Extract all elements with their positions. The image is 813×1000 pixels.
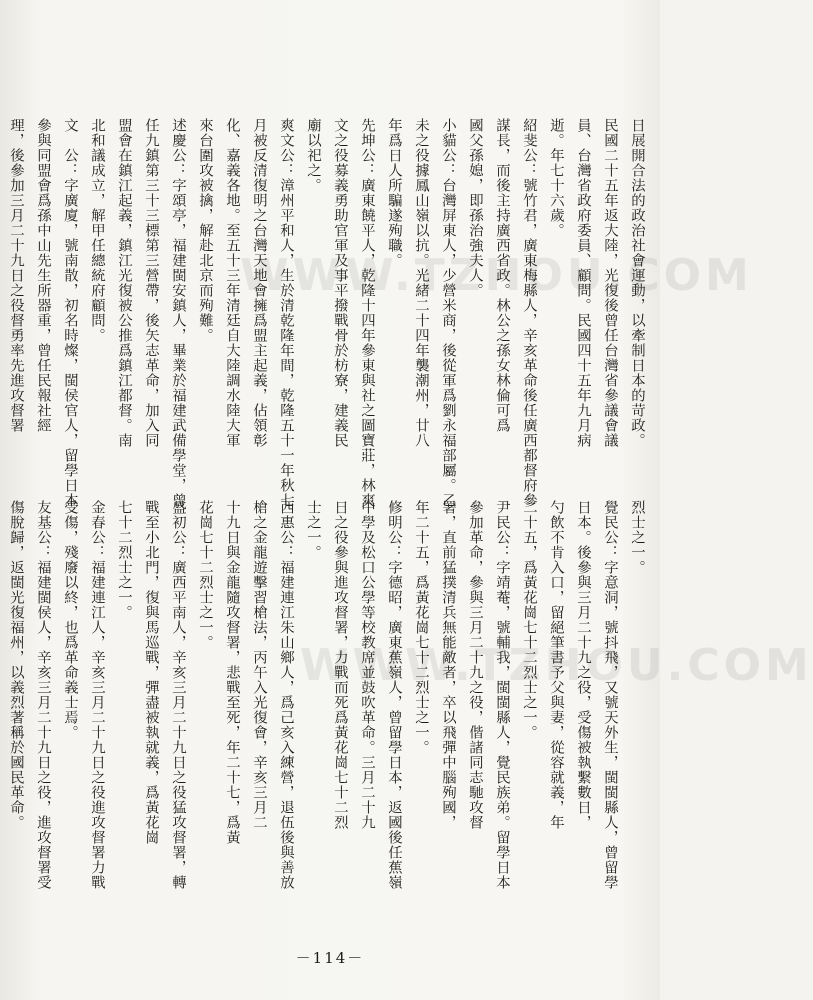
text-column: 月被反清復明之台灣天地會擁爲盟主起義，佔領彰: [251, 118, 267, 448]
text-column: 傷脫歸，返閩光復福州，以義烈著稱於國民革命。: [8, 500, 24, 830]
text-column: 員、台灣省政府委員、顧問。民國四十五年九月病: [575, 118, 591, 448]
text-column: 參加革命，參與三月二十九之役，偕諸同志馳攻督: [467, 500, 483, 830]
text-column: 參與同盟會爲孫中山先生所器重，曾任民報社經: [35, 118, 51, 433]
text-column: 盛初公：廣西平南人，辛亥三月二十九日之役猛攻督署，轉: [170, 500, 186, 890]
bottom-text-block: [0, 500, 645, 890]
text-column: 文 公：字廣廈，號南散，初名時燦，閩侯官人，留學日本: [62, 118, 78, 508]
text-column: 日展開合法的政治社會運動，以牽制日本的苛政。: [629, 118, 645, 448]
text-column: 年二十五，爲黃花崗七十二烈士之一。: [413, 500, 429, 755]
text-column: 小貓公：台灣屏東人，少營米商，後從軍爲劉永福部屬。乙: [440, 118, 456, 508]
text-column: 廟以祀之。: [305, 118, 321, 193]
text-column: 來台圍攻被擒，解赴北京而殉難。: [197, 118, 213, 343]
watermark-top: WWW.TZHOU.COM: [240, 250, 753, 301]
text-column: 先坤公：廣東饒平人，乾隆十四年參東與社之圖寶莊，林爽: [359, 118, 375, 508]
text-column: 民國二十五年返大陸，光復後曾任台灣省參議會議: [602, 118, 618, 448]
text-column: 逝。年七十六歲。: [548, 118, 564, 238]
text-column: 盟會在鎮江起義，鎮江光復被公推爲鎮江都督。南: [116, 118, 132, 448]
text-column: 化、嘉義各地。至五十三年清廷自大陸調水陸大軍: [224, 118, 240, 448]
text-column: 金春公：福建連江人，辛亥三月二十九日之役進攻督署力戰: [89, 500, 105, 890]
text-column: 友基公：福建閩侯人，辛亥三月二十九日之役，進攻督署受: [35, 500, 51, 890]
text-column: 理，後參加三月二十九日之役督勇率先進攻督署: [8, 118, 24, 433]
text-column: 受傷，殘廢以終，也爲革命義士焉。: [62, 500, 78, 740]
text-column: 日本。後參與三月二十九之役，受傷被執繫數日，: [575, 500, 591, 830]
text-column: 未之役據鳳山嶺以抗。光緒二十四年襲潮州，廿八: [413, 118, 429, 448]
text-column: 國父孫媳，即孫治強夫人。: [467, 118, 483, 298]
text-column: 中學及松口公學等校教席並鼓吹革命。三月二十九: [359, 500, 375, 830]
text-column: 十九日與金龍隨攻督署，悲戰至死，年二十七，爲黃: [224, 500, 240, 845]
text-column: 爽文公：漳州平和人，生於清乾隆年間，乾隆五十一年秋七: [278, 118, 294, 508]
text-column: 任九鎮第三十三標第三營帶，後矢志革命，加入同: [143, 118, 159, 448]
text-column: 戰至小北門，復與馬巡戰，彈盡被執就義，爲黃花崗: [143, 500, 159, 845]
text-column: 西惠公：福建連江朱山鄉人，爲己亥入練營，退伍後與善放: [278, 500, 294, 890]
page-number: －114－: [295, 949, 365, 967]
text-column: 述慶公：字頌亭，福建閩安鎮人，畢業於福建武備學堂，曾: [170, 118, 186, 508]
text-column: 士之一。: [305, 500, 321, 560]
text-column: 尹民公：字靖菴，號輔我，閩閩縣人，覺民族弟。留學日本: [494, 500, 510, 890]
watermark-bottom: WWW.TZHOU.COM: [300, 640, 813, 691]
text-column: 署，直前猛撲清兵無能敵者，卒以飛彈中腦殉國，: [440, 500, 456, 830]
text-column: 槍之金龍遊擊習槍法，丙午入光復會，辛亥三月二: [251, 500, 267, 830]
text-column: 二十五，爲黃花崗七十二烈士之一。: [521, 500, 537, 740]
text-column: 勺飲不肯入口，留絕筆書予父與妻，從容就義，年: [548, 500, 564, 830]
text-column: 北和議成立，解甲任總統府顧問。: [89, 118, 105, 343]
text-column: 花崗七十二烈士之一。: [197, 500, 213, 650]
text-column: 七十二烈士之一。: [116, 500, 132, 620]
text-column: 紹斐公：號竹君，廣東梅縣人，辛亥革命後任廣西都督府參: [521, 118, 537, 508]
text-column: 覺民公：字意洞，號抖飛，又號天外生，閩閩縣人，曾留學: [602, 500, 618, 890]
text-column: 年爲日人所騙遂殉職。: [386, 118, 402, 268]
text-column: 修明公：字德昭，廣東蕉嶺人，曾留學日本，返國後任蕉嶺: [386, 500, 402, 890]
text-column: 文之役募義勇助官軍及事平撥戰骨於枋寮，建義民: [332, 118, 348, 448]
text-column: 烈士之一。: [629, 500, 645, 575]
text-column: 謀長，而後主持廣西省政。林公之孫女林倫可爲: [494, 118, 510, 433]
text-column: 日之役參與進攻督署，力戰而死爲黃花崗七十二烈: [332, 500, 348, 830]
